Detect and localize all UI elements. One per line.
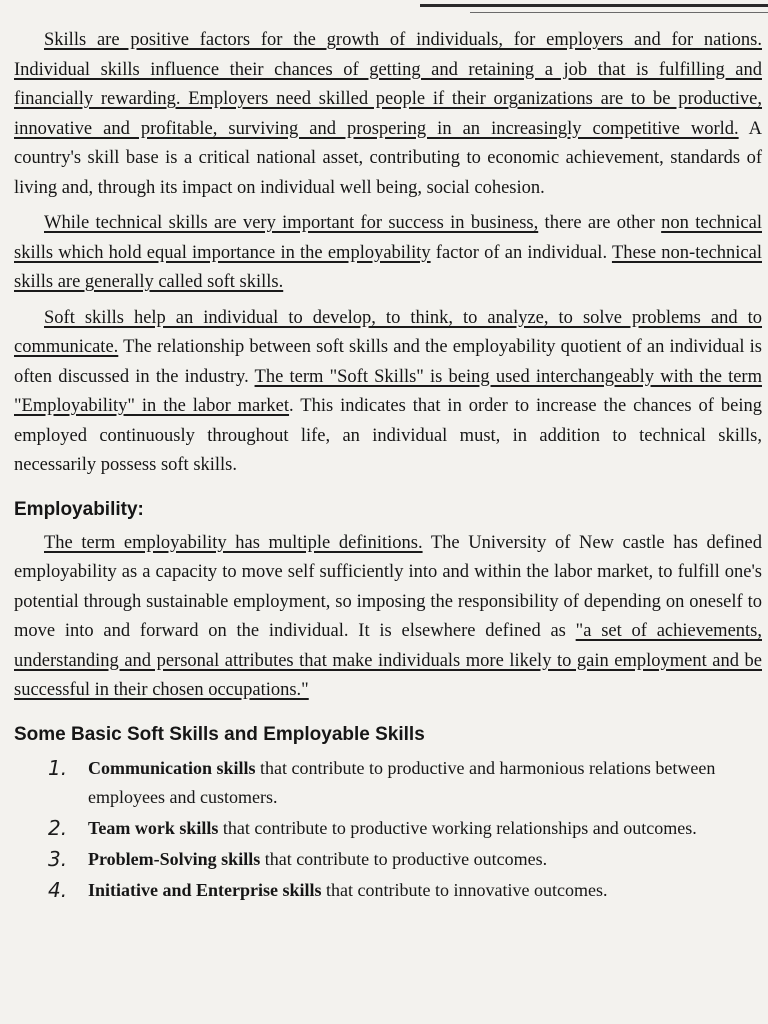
body-paragraph — [14, 26, 762, 203]
skill-list-item — [14, 814, 762, 843]
underlined-text: These non-technical skills are generally called soft skills. — [14, 242, 762, 292]
underlined-text: While technical skills are very important for success in business, — [44, 213, 539, 233]
handwritten-number-mark: 3. — [48, 846, 68, 871]
body-text: The University of New castle has defined employability as a capacity to move self sufficiently into and within the labor market, to fulfill one's potential through sustainable employment, so imposing the responsibility of depending on oneself to move into and forward on the individual. It is elsewhere defined as — [14, 532, 762, 641]
body-text: . This indicates that in order to increase the chances of being employed continuously throughout life, an individual must, in addition to technical skills, necessarily possess soft skills. — [14, 396, 762, 475]
skill-list-item — [14, 754, 762, 812]
skill-list-item — [14, 845, 762, 874]
underlined-text: "a set of achievements, understanding and personal attributes that make individuals more likely to gain employment and be successful in their chosen occupations." — [14, 621, 762, 700]
underlined-text: Soft skills help an individual to develop, to think, to analyze, to solve problems and to communicate. — [14, 307, 762, 357]
body-text: there are other — [538, 213, 662, 233]
handwritten-number-mark: 4. — [48, 877, 68, 902]
top-rule-thin — [470, 12, 768, 13]
page-content — [14, 26, 762, 907]
intro-paragraphs — [14, 26, 762, 481]
body-paragraph — [14, 304, 762, 481]
handwritten-number-mark: 1. — [48, 755, 68, 780]
underlined-text: Skills are positive factors for the growth of individuals, for employers and for nations. Individual skills influence their chances of getting and retaining a job that is fulfilling and financially rewarding. Employers need skilled people if their organizations are to be productive, innovative and profitable, surviving and prospering in an increasingly competitive world. — [14, 30, 762, 139]
skill-list-item — [14, 876, 762, 905]
skills-heading: Some Basic Soft Skills and Employable Skills — [14, 723, 425, 745]
skill-description: that contribute to innovative outcomes. — [321, 879, 608, 900]
top-rule — [420, 4, 768, 7]
skill-description: that contribute to productive and harmonious relations between employees and customers. — [88, 757, 716, 807]
skill-name: Communication skills — [88, 757, 256, 778]
body-text: The relationship between soft skills and the employability quotient of an individual is often discussed in the industry. — [14, 337, 762, 387]
employability-heading: Employability: — [14, 498, 144, 520]
employability-paragraph — [14, 529, 762, 706]
skill-description: that contribute to productive working relationships and outcomes. — [218, 817, 697, 838]
underlined-text: non technical skills which hold equal importance in the employability — [14, 213, 762, 263]
underlined-text: The term employability has multiple definitions. — [44, 532, 423, 553]
skill-description: that contribute to productive outcomes. — [260, 848, 548, 869]
skills-list — [14, 754, 762, 905]
skill-name: Problem-Solving skills — [88, 848, 261, 869]
body-text: factor of an individual. — [430, 242, 612, 263]
body-paragraph — [14, 209, 762, 298]
skill-name: Team work skills — [88, 817, 219, 838]
body-text: A country's skill base is a critical national asset, contributing to economic achievement, standards of living and, through its impact on individual well being, social cohesion. — [14, 118, 762, 198]
handwritten-number-mark: 2. — [48, 815, 68, 840]
underlined-text: The term "Soft Skills" is being used interchangeably with the term "Employability" in the labor market — [14, 366, 762, 416]
skill-name: Initiative and Enterprise skills — [88, 879, 322, 900]
